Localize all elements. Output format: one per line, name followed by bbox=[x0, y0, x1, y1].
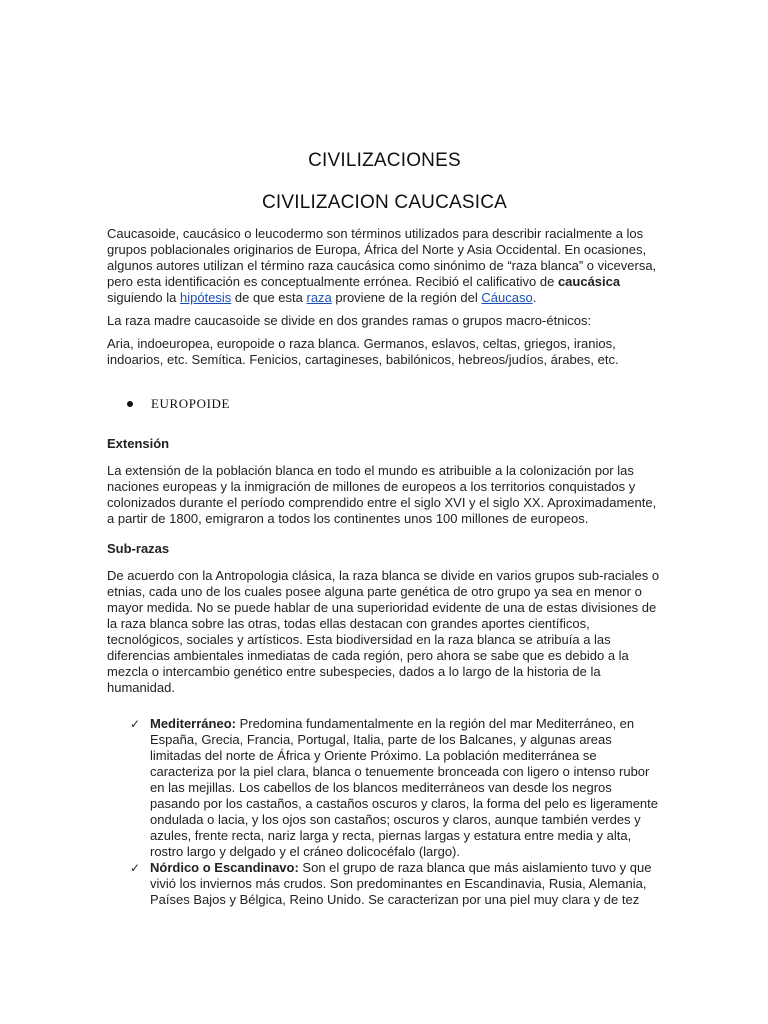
list-item-term: Nórdico o Escandinavo: bbox=[150, 860, 299, 875]
list-item-nordico bbox=[107, 860, 662, 908]
heading-subrazas: Sub-razas bbox=[107, 541, 170, 556]
groups-paragraph: Aria, indoeuropea, europoide o raza blanca. Germanos, eslavos, celtas, griegos, iranios, indoarios, etc. Semítica. Fenicios, cartagineses, babilónicos, hebreos/judíos, árabes, etc. bbox=[107, 336, 619, 367]
intro-text-5: . bbox=[532, 290, 537, 305]
intro-text-3: de que esta bbox=[231, 290, 307, 305]
branches-paragraph: La raza madre caucasoide se divide en dos grandes ramas o grupos macro-étnicos: bbox=[107, 313, 592, 328]
list-item-text: Son el grupo de raza blanca que más aislamiento tuvo y que vivió los inviernos más crudos. Son predominantes en Escandinavia, Rusia, Alemania, Países Bajos y Bélgica, Reino Unido. Se caracterizan por una piel muy clara y de tez bbox=[150, 860, 652, 907]
subrazas-paragraph: De acuerdo con la Antropologia clásica, la raza blanca se divide en varios grupos sub-raciales o etnias, cada uno de los cuales posee alguna parte genética de otro grupo ya sea en menor o mayor medida. No se puede hablar de una superioridad evidente de una de estas divisiones de la raza blanca sobre las otras, todas ellas destacan con grandes aportes científicos, tecnológicos, sociales y artísticos. Esta biodiversidad en la raza blanca se atribuía a las diferencias ambientales inmediatas de cada región, pero ahora se sabe que es debido a la mezcla o intercambio genético entre subespecies, dados a lo largo de la historia de la humanidad. bbox=[107, 568, 660, 695]
intro-text-2: siguiendo la bbox=[107, 290, 180, 305]
link-caucaso[interactable]: Cáucaso bbox=[481, 290, 533, 305]
bullet-dot-icon bbox=[127, 401, 133, 407]
intro-paragraph bbox=[107, 226, 662, 306]
link-raza[interactable]: raza bbox=[306, 290, 332, 305]
checkmark-icon: ✓ bbox=[130, 861, 141, 875]
section-title: CIVILIZACION CAUCASICA bbox=[261, 192, 508, 213]
intro-text-1: Caucasoide, caucásico o leucodermo son términos utilizados para describir racialmente a los grupos poblacionales originarios de Europa, África del Norte y Asia Occidental. En ocasiones, algunos autores utilizan el término raza caucásica como sinónimo de “raza blanca” o viceversa, pero esta identificación es conceptualmente errónea. Recibió el calificativo de bbox=[107, 226, 657, 289]
term-caucasica: caucásica bbox=[557, 274, 621, 289]
extension-paragraph: La extensión de la población blanca en todo el mundo es atribuible a la colonización por las naciones europeas y la inmigración de millones de europeos a los territorios conquistados y colonizados durante el período comprendido entre el siglo XVI y el siglo XX. Aproximadamente, a partir de 1800, emigraron a todos los continentes unos 100 millones de europeos. bbox=[107, 463, 657, 526]
checkmark-icon: ✓ bbox=[130, 717, 141, 731]
list-item-text: Predomina fundamentalmente en la región del mar Mediterráneo, en España, Grecia, Francia, Portugal, Italia, parte de los Balcanes, y algunas areas limitadas del norte de África y Oriente Próximo. La población mediterránea se caracteriza por la piel clara, blanca o tenuemente bronceada con ligero o intenso rubor en las mejillas. Los cabellos de los blancos mediterráneos van desde los negros pasando por los castaños, a castaños oscuros y claros, la forma del pelo es ligeramente ondulada o lacia, y los ojos son castaños; oscuros y claros, aunque también verdes y azules, frente recta, nariz larga y recta, piernas largas y estatura entre media y alta, rostro largo y delgado y el cráneo dolicocéfalo (largo). bbox=[150, 716, 658, 859]
heading-extension: Extensión bbox=[107, 436, 170, 451]
intro-text-4: proviene de la región del bbox=[331, 290, 482, 305]
document-content bbox=[107, 146, 662, 908]
subraces-list bbox=[107, 716, 662, 908]
page-title: CIVILIZACIONES bbox=[308, 150, 461, 171]
bullet-label: EUROPOIDE bbox=[151, 396, 231, 411]
link-hipotesis[interactable]: hipótesis bbox=[180, 290, 232, 305]
list-item-mediterraneo bbox=[107, 716, 662, 860]
list-item-term: Mediterráneo: bbox=[150, 716, 236, 731]
europoide-bullet bbox=[127, 396, 662, 412]
